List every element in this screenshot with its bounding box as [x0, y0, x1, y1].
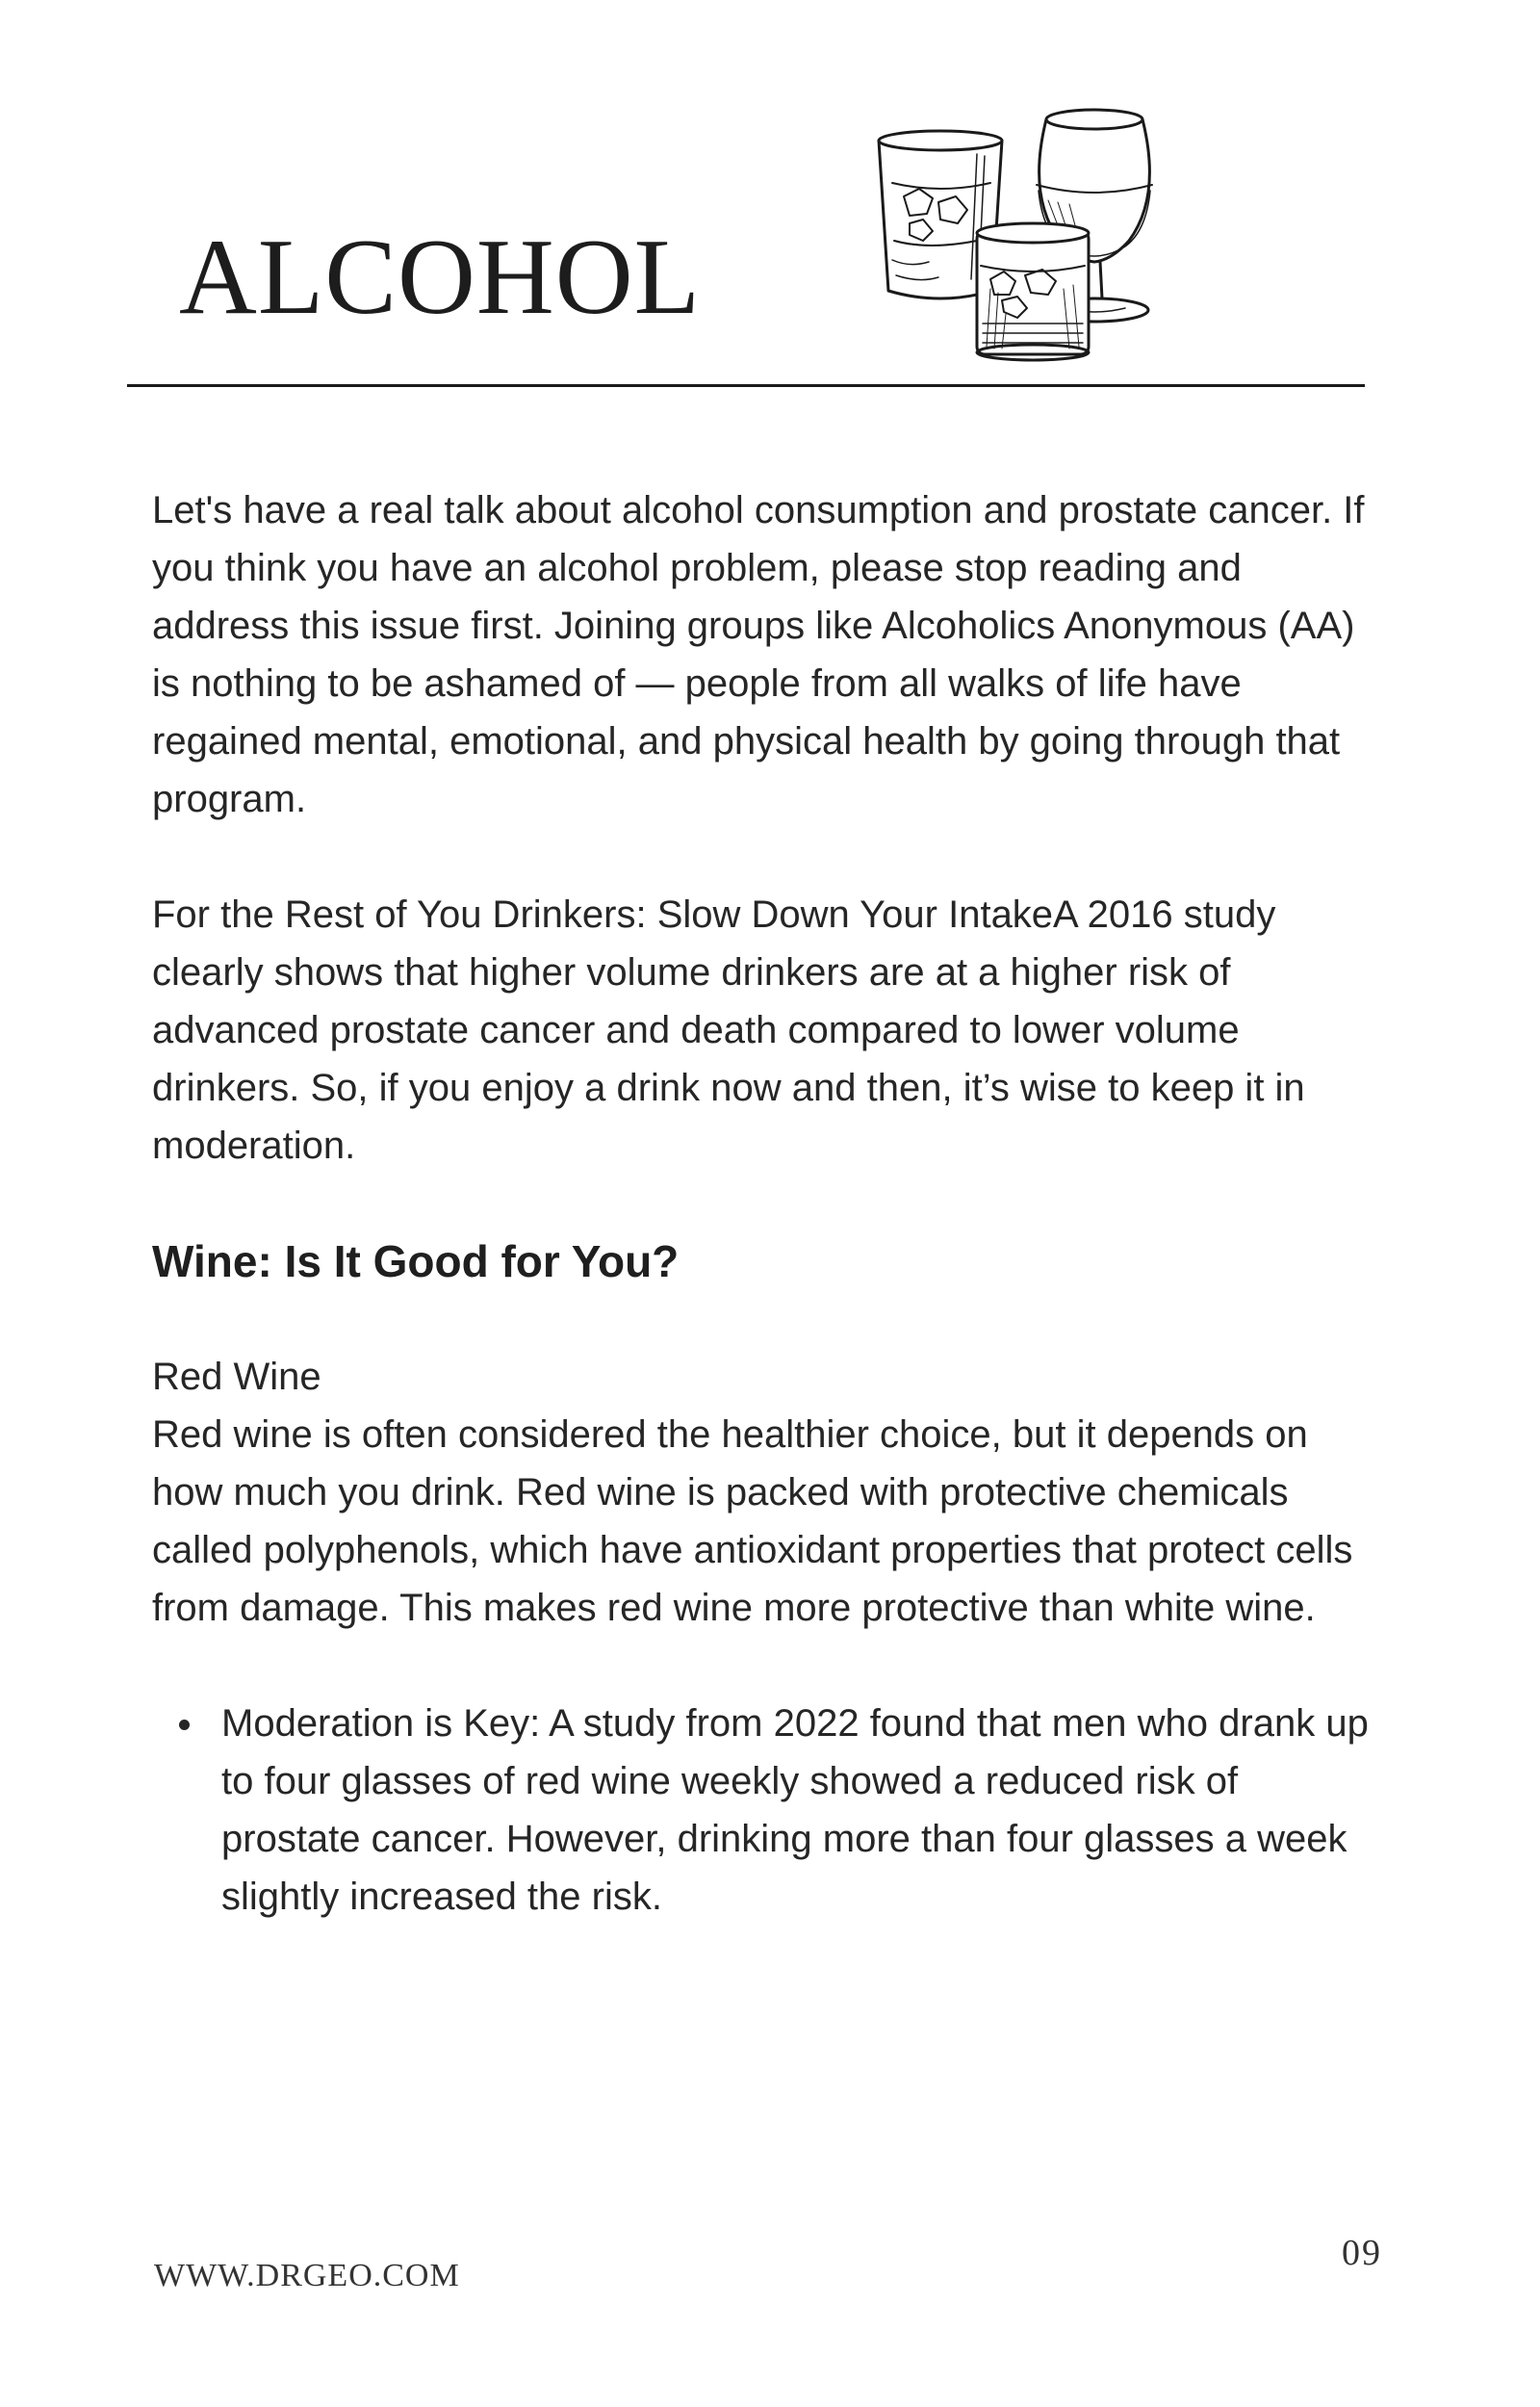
- page-title: ALCOHOL: [179, 218, 702, 337]
- wine-heading: Wine: Is It Good for You?: [152, 1236, 680, 1286]
- drinkers-paragraph: For the Rest of You Drinkers: Slow Down Your IntakeA 2016 study clearly shows that higher volume drinkers are at a higher risk of advanced prostate cancer and death compared to lower volume drinkers. So, if you enjoy a drink now and then, it’s wise to keep it in moderation.: [152, 893, 1305, 1167]
- title-divider: [127, 384, 1365, 387]
- red-wine-label: Red Wine: [152, 1356, 321, 1398]
- footer-url: WWW.DRGEO.COM: [154, 2258, 460, 2293]
- bullet-dot-icon: [179, 1720, 190, 1730]
- rocks-glass: [977, 223, 1089, 360]
- list-item-text: Moderation is Key: A study from 2022 found that men who drank up to four glasses of red wine weekly showed a reduced risk of prostate cancer. However, drinking more than four glasses a week slightly increased the risk.: [221, 1702, 1369, 1918]
- article-body: [152, 481, 1384, 1926]
- whiskey-and-wine-glasses-icon: [871, 96, 1169, 366]
- page-number: 09: [1342, 2233, 1382, 2273]
- intro-paragraph: Let's have a real talk about alcohol consumption and prostate cancer. If you think you have an alcohol problem, please stop reading and address this issue first. Joining groups like Alcoholics Anonymous (AA) is nothing to be ashamed of — people from all walks of life have regained mental, emotional, and physical health by going through that program.: [152, 489, 1365, 820]
- red-wine-paragraph: Red wine is often considered the healthier choice, but it depends on how much you drink. Red wine is packed with protective chemicals called polyphenols, which have antioxidant properties that protect cells from damage. This makes red wine more protective than white wine.: [152, 1413, 1353, 1629]
- list-item: [152, 1695, 1384, 1926]
- bullet-list: [152, 1695, 1384, 1926]
